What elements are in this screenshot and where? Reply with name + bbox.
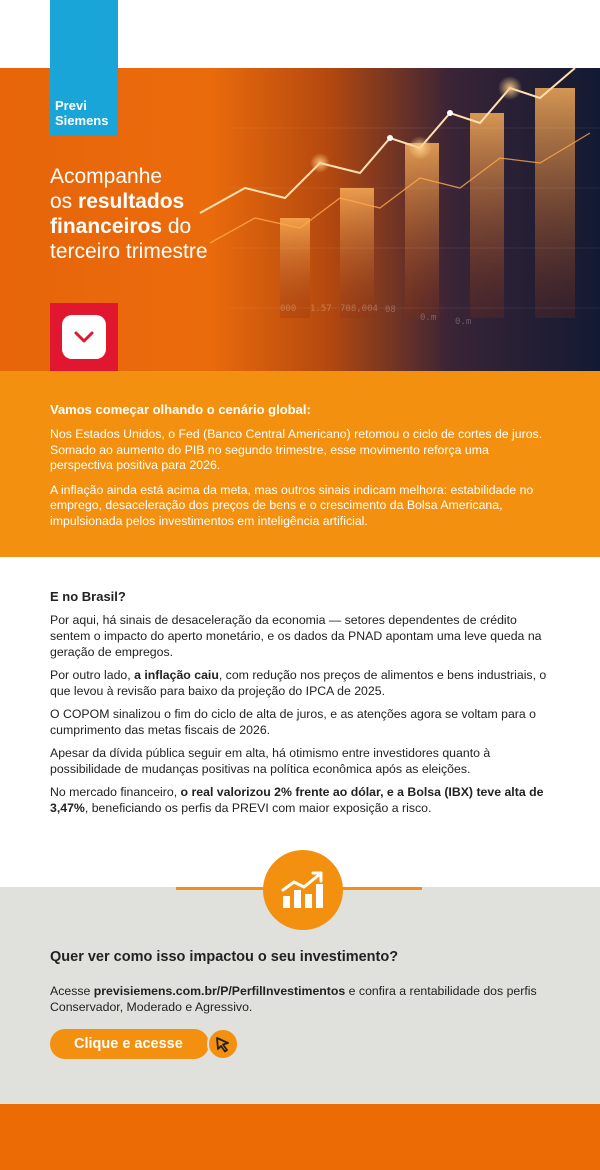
- global-scenario-section: [0, 371, 600, 557]
- logo-line-2: Siemens: [55, 113, 109, 128]
- profile-link[interactable]: previsiemens.com.br/P/PerfilInvestimentos: [93, 984, 346, 998]
- svg-text:000: 000: [280, 304, 297, 314]
- brazil-paragraph-3: O COPOM sinalizou o fim do ciclo de alta de juros, e as atenções agora se voltam para o cumprimento das metas fiscais de 2026.: [50, 707, 536, 737]
- hero-title-line-1: Acompanhe: [50, 165, 163, 188]
- hero-title-line-2: os resultados: [50, 190, 185, 213]
- chevron-down-icon: [73, 330, 95, 344]
- global-paragraph-1: Nos Estados Unidos, o Fed (Banco Central Americano) retomou o ciclo de cortes de juros. Somado ao aumento do PIB no segundo trimestre, esse movimento reforça uma perspectiva positiva para 2026.: [50, 427, 543, 472]
- brazil-paragraph-4: Apesar da dívida pública seguir em alta, há otimismo entre investidores quanto à possibilidade de mudanças positivas na política econômica após as eleições.: [50, 746, 491, 776]
- svg-text:0.m: 0.m: [420, 313, 437, 323]
- scroll-down-button[interactable]: [50, 303, 118, 371]
- cursor-click-icon: [213, 1034, 233, 1054]
- cursor-click-badge[interactable]: [207, 1028, 239, 1060]
- brazil-heading: E no Brasil?: [50, 589, 126, 604]
- hero-title-line-4: terceiro trimestre: [50, 240, 208, 263]
- cta-heading: Quer ver como isso impactou o seu investimento?: [50, 949, 399, 965]
- cta-text: Acesse previsiemens.com.br/P/PerfilInvestimentos e confira a rentabilidade dos perfis Conservador, Moderado e Agressivo.: [50, 984, 537, 1014]
- previ-siemens-logo[interactable]: [50, 0, 118, 136]
- access-button[interactable]: [50, 1029, 239, 1059]
- svg-text:0.m: 0.m: [455, 317, 472, 327]
- svg-text:08: 08: [385, 305, 396, 315]
- svg-text:1.57: 1.57: [310, 304, 332, 314]
- brazil-paragraph-2: Por outro lado, a inflação caiu, com redução nos preços de alimentos e bens industriais, o que levou à revisão para baixo da projeção do IPCA de 2025.: [50, 668, 547, 698]
- hero-title-line-3: financeiros do: [50, 215, 192, 238]
- brazil-paragraph-1: Por aqui, há sinais de desaceleração da economia — setores dependentes de crédito sentem o impacto do aperto monetário, e os dados da PNAD apontam uma leve queda na geração de empregos.: [50, 613, 542, 659]
- brazil-paragraph-5: No mercado financeiro, o real valorizou 2% frente ao dólar, e a Bolsa (IBX) teve alta de 3,47%, beneficiando os perfis da PREVI com maior exposição a risco.: [50, 785, 544, 815]
- growth-chart-icon: [280, 870, 326, 910]
- logo-line-1: Previ: [55, 98, 87, 113]
- global-heading: Vamos começar olhando o cenário global:: [50, 402, 311, 417]
- footer-bar: [0, 1104, 600, 1170]
- global-paragraph-2: A inflação ainda está acima da meta, mas outros sinais indicam melhora: estabilidade no emprego, desaceleração dos preços de bens e o crescimento da Bolsa Americana, impulsionada pelos investimentos em inteligência artificial.: [50, 482, 534, 528]
- call-to-action-section: [0, 887, 600, 1104]
- growth-chart-badge: [263, 850, 343, 930]
- svg-text:708,004: 708,004: [340, 304, 378, 314]
- scroll-down-button-face[interactable]: [62, 315, 106, 359]
- hero-title: [50, 164, 310, 264]
- brazil-section: [0, 557, 600, 887]
- access-button-label[interactable]: Clique e acesse: [50, 1029, 209, 1059]
